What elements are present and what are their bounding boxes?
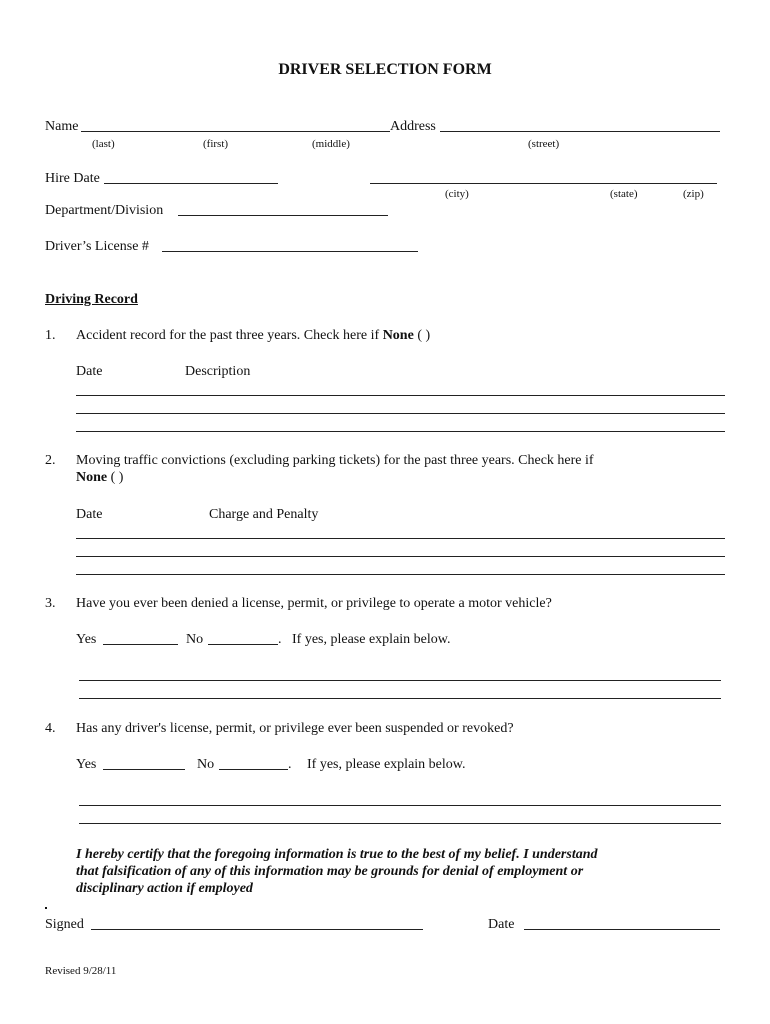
address-label: Address xyxy=(390,119,436,134)
signature-field[interactable] xyxy=(91,929,423,930)
question-2-text: Moving traffic convictions (excluding parking tickets) for the past three years. Check here if xyxy=(76,453,594,468)
question-1-number: 1. xyxy=(45,328,56,343)
signature-date-field[interactable] xyxy=(524,929,720,930)
q3-period: . xyxy=(278,632,282,647)
certification-line-3: disciplinary action if employed xyxy=(76,881,253,896)
q2-entry-line[interactable] xyxy=(76,538,725,539)
question-4-text: Has any driver's license, permit, or privilege ever been suspended or revoked? xyxy=(76,721,514,736)
q3-explain-line[interactable] xyxy=(79,698,721,699)
license-field[interactable] xyxy=(162,251,418,252)
middle-name-caption: (middle) xyxy=(312,138,350,150)
city-state-zip-field[interactable] xyxy=(370,183,717,184)
question-1-text: Accident record for the past three years. Check here if None ( ) xyxy=(76,328,431,343)
signature-date-label: Date xyxy=(488,917,515,932)
certification-line-1: I hereby certify that the foregoing information is true to the best of my belief. I understand xyxy=(76,847,598,862)
question-3-number: 3. xyxy=(45,596,56,611)
q2-entry-line[interactable] xyxy=(76,574,725,575)
name-label: Name xyxy=(45,119,79,134)
street-field[interactable] xyxy=(440,131,720,132)
q2-charge-header: Charge and Penalty xyxy=(209,507,319,522)
license-label: Driver’s License # xyxy=(45,239,149,254)
q4-no-label: No xyxy=(197,757,215,772)
q2-date-header: Date xyxy=(76,507,103,522)
q4-explain-line[interactable] xyxy=(79,805,721,806)
q4-yes-label: Yes xyxy=(76,757,97,772)
question-2-checkbox[interactable]: ( ) xyxy=(110,470,124,485)
q1-entry-line[interactable] xyxy=(76,413,725,414)
bullet-dot xyxy=(45,907,47,909)
department-label: Department/Division xyxy=(45,203,164,218)
question-2-none: None xyxy=(76,470,108,485)
q1-entry-line[interactable] xyxy=(76,431,725,432)
signed-label: Signed xyxy=(45,917,84,932)
question-2-number: 2. xyxy=(45,453,56,468)
q2-entry-line[interactable] xyxy=(76,556,725,557)
question-1-none: None xyxy=(382,328,414,343)
q1-entry-line[interactable] xyxy=(76,395,725,396)
hire-date-field[interactable] xyxy=(104,183,278,184)
state-caption: (state) xyxy=(610,188,638,200)
q3-yes-label: Yes xyxy=(76,632,97,647)
q1-date-header: Date xyxy=(76,364,103,379)
question-2-none-row xyxy=(76,470,123,486)
hire-date-label: Hire Date xyxy=(45,171,100,186)
driving-record-heading: Driving Record xyxy=(45,292,138,307)
department-field[interactable] xyxy=(178,215,388,216)
zip-caption: (zip) xyxy=(683,188,704,200)
question-4-number: 4. xyxy=(45,721,56,736)
q3-no-label: No xyxy=(186,632,204,647)
form-title: DRIVER SELECTION FORM xyxy=(278,61,492,78)
q3-explain-text: If yes, please explain below. xyxy=(292,632,451,647)
certification-line-2: that falsification of any of this information may be grounds for denial of employment or xyxy=(76,864,584,879)
q3-no-field[interactable] xyxy=(208,644,278,645)
q3-yes-field[interactable] xyxy=(103,644,178,645)
city-caption: (city) xyxy=(445,188,469,200)
q4-period: . xyxy=(288,757,292,772)
street-caption: (street) xyxy=(528,138,560,150)
q1-description-header: Description xyxy=(185,364,251,379)
revised-note: Revised 9/28/11 xyxy=(45,965,117,977)
q3-explain-line[interactable] xyxy=(79,680,721,681)
q4-explain-text: If yes, please explain below. xyxy=(307,757,466,772)
last-name-caption: (last) xyxy=(92,138,115,150)
first-name-caption: (first) xyxy=(203,138,229,150)
q4-no-field[interactable] xyxy=(219,769,288,770)
question-1-checkbox[interactable]: ( ) xyxy=(417,328,431,343)
q4-explain-line[interactable] xyxy=(79,823,721,824)
name-field[interactable] xyxy=(81,131,390,132)
question-3-text: Have you ever been denied a license, permit, or privilege to operate a motor vehicle? xyxy=(76,596,552,611)
q4-yes-field[interactable] xyxy=(103,769,185,770)
